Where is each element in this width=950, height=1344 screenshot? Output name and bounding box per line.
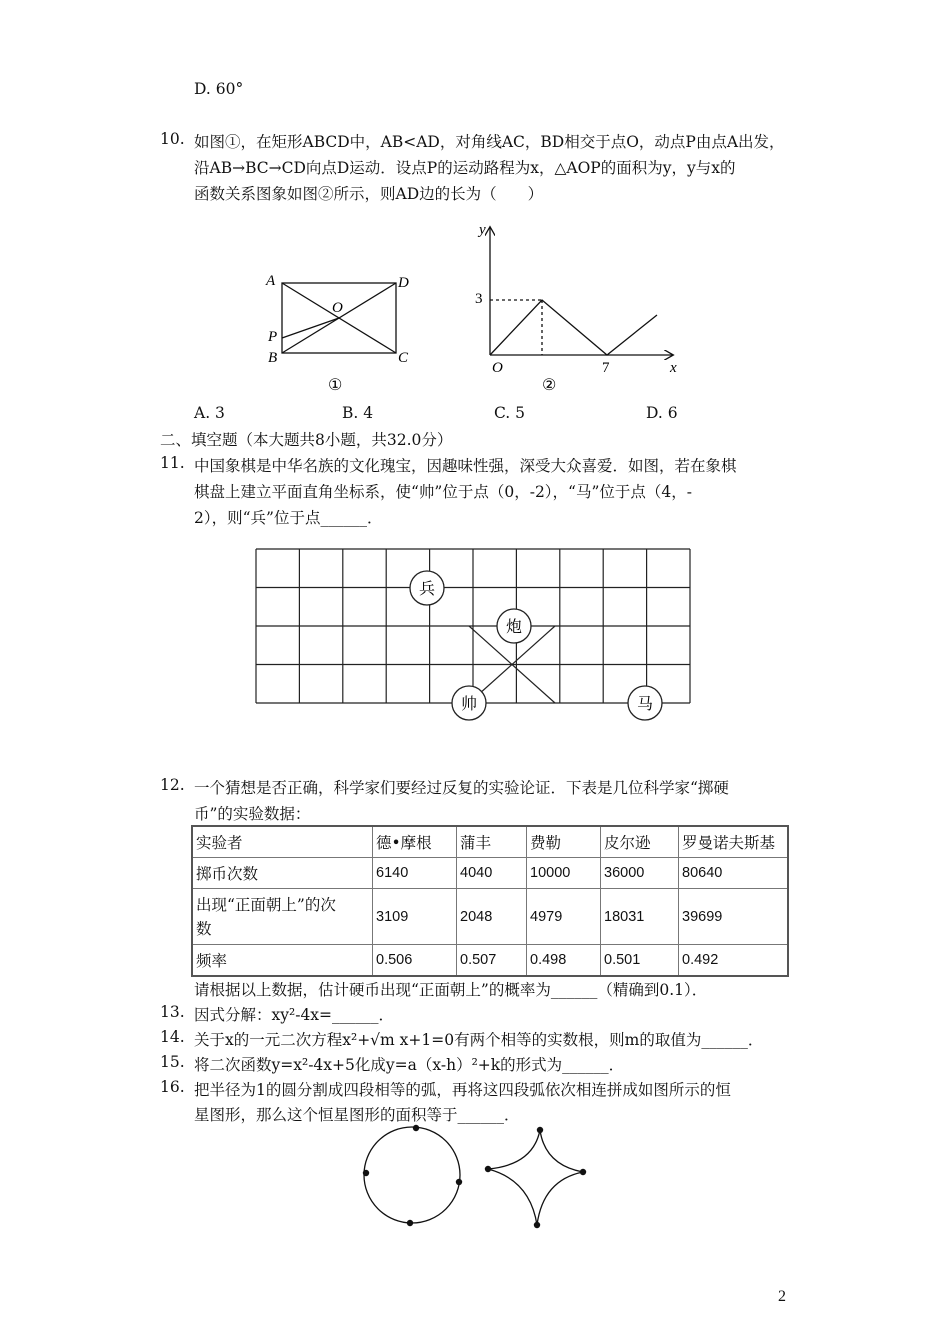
q12-line1: 一个猜想是否正确，科学家们要经过反复的实验论证．下表是几位科学家“掷硬	[194, 779, 729, 797]
q10-option-b: B. 4	[342, 404, 374, 422]
label-O: O	[332, 300, 343, 316]
table-row	[192, 945, 788, 977]
q10-option-a: A. 3	[194, 404, 225, 422]
table-cell: 4979	[527, 889, 601, 945]
piece-ma: 马	[636, 696, 654, 713]
q10-line3: 函数关系图象如图②所示，则AD边的长为（ ）	[194, 185, 544, 203]
table-cell: 0.507	[457, 945, 527, 977]
table-cell: 39699	[679, 889, 789, 945]
x-tick-7: 7	[602, 360, 610, 376]
row2-label-a: 出现“正面朝上”的次	[196, 895, 336, 914]
circle	[364, 1127, 460, 1223]
q16-number: 16.	[160, 1078, 185, 1096]
table-row	[192, 889, 788, 945]
table-header: 皮尔逊	[601, 826, 679, 858]
table-header: 费勒	[527, 826, 601, 858]
table-cell: 频率	[192, 945, 373, 977]
table-cell: 36000	[601, 858, 679, 889]
q10-line2: 沿AB→BC→CD向点D运动．设点P的运动路程为x，△AOP的面积为y，y与x的	[194, 159, 736, 177]
q10-number: 10.	[160, 130, 185, 148]
q11-number: 11.	[160, 454, 185, 472]
q9-option-d: D. 60°	[194, 80, 244, 98]
table-cell: 掷币次数	[192, 858, 373, 889]
origin-label: O	[492, 360, 503, 376]
q10-figure-rectangle	[260, 265, 420, 400]
label-A: A	[266, 273, 276, 289]
axis-x-label: x	[670, 360, 677, 376]
q11-line3: 2），则“兵”位于点______．	[194, 509, 383, 527]
table-header: 实验者	[192, 826, 373, 858]
peak-label: 3	[475, 291, 483, 307]
table-cell: 4040	[457, 858, 527, 889]
page-number: 2	[778, 1288, 786, 1305]
piece-shuai: 帅	[460, 696, 478, 713]
table-header-row	[192, 826, 788, 858]
q14-number: 14.	[160, 1028, 185, 1046]
q12-line2: 币”的实验数据：	[194, 805, 311, 823]
fig2-caption: ②	[542, 377, 557, 394]
table-cell: 6140	[373, 858, 457, 889]
table-row	[192, 858, 788, 889]
fig1-caption: ①	[328, 377, 343, 394]
piece-bing: 兵	[418, 581, 436, 598]
q11-line2: 棋盘上建立平面直角坐标系，使“帅”位于点（0，-2），“马”位于点（4，-	[194, 483, 693, 501]
q12-footer: 请根据以上数据，估计硬币出现“正面朝上”的概率为______（精确到0.1）．	[194, 981, 708, 999]
table-header: 罗曼诺夫斯基	[679, 826, 789, 858]
axis-y-label: y	[479, 222, 486, 238]
q13-number: 13.	[160, 1003, 185, 1021]
table-cell: 18031	[601, 889, 679, 945]
q10-option-d: D. 6	[646, 404, 678, 422]
piece-pao: 炮	[505, 619, 523, 636]
q15-number: 15.	[160, 1053, 185, 1071]
q15-text: 将二次函数y=x²-4x+5化成y=a（x-h）²+k的形式为______．	[194, 1056, 625, 1074]
q16-line2: 星图形，那么这个恒星图形的面积等于______．	[194, 1106, 520, 1124]
q13-text: 因式分解：xy²-4x=______．	[194, 1006, 395, 1024]
q11-line1: 中国象棋是中华名族的文化瑰宝，因趣味性强，深受大众喜爱．如图，若在象棋	[194, 457, 737, 475]
label-P: P	[268, 329, 278, 345]
q10-option-c: C. 5	[494, 404, 526, 422]
table-cell: 0.501	[601, 945, 679, 977]
table-cell: 2048	[457, 889, 527, 945]
q16-line1: 把半径为1的圆分割成四段相等的弧，再将这四段弧依次相连拼成如图所示的恒	[194, 1081, 731, 1099]
q16-figure	[355, 1120, 605, 1235]
star-shape	[488, 1130, 583, 1225]
section-title: 二、填空题（本大题共8小题，共32.0分）	[160, 431, 453, 449]
experiment-table	[191, 825, 789, 977]
table-cell: 3109	[373, 889, 457, 945]
label-B: B	[268, 350, 278, 366]
table-cell: 0.498	[527, 945, 601, 977]
table-cell: 0.506	[373, 945, 457, 977]
label-C: C	[398, 350, 409, 366]
table-cell: 0.492	[679, 945, 789, 977]
label-D: D	[398, 275, 409, 291]
table-header: 蒲丰	[457, 826, 527, 858]
table-header: 德•摩根	[373, 826, 457, 858]
q14-text: 关于x的一元二次方程x²+√m x+1=0有两个相等的实数根，则m的取值为______．	[194, 1031, 764, 1049]
table-cell	[192, 889, 373, 945]
q10-line1: 如图①，在矩形ABCD中，AB<AD，对角线AC，BD相交于点O，动点P由点A出发，	[194, 133, 785, 151]
q12-number: 12.	[160, 776, 185, 794]
table-cell: 10000	[527, 858, 601, 889]
table-cell: 80640	[679, 858, 789, 889]
row2-label-b: 数	[196, 919, 212, 938]
q10-figure-graph	[462, 220, 687, 400]
chess-board	[250, 540, 700, 725]
